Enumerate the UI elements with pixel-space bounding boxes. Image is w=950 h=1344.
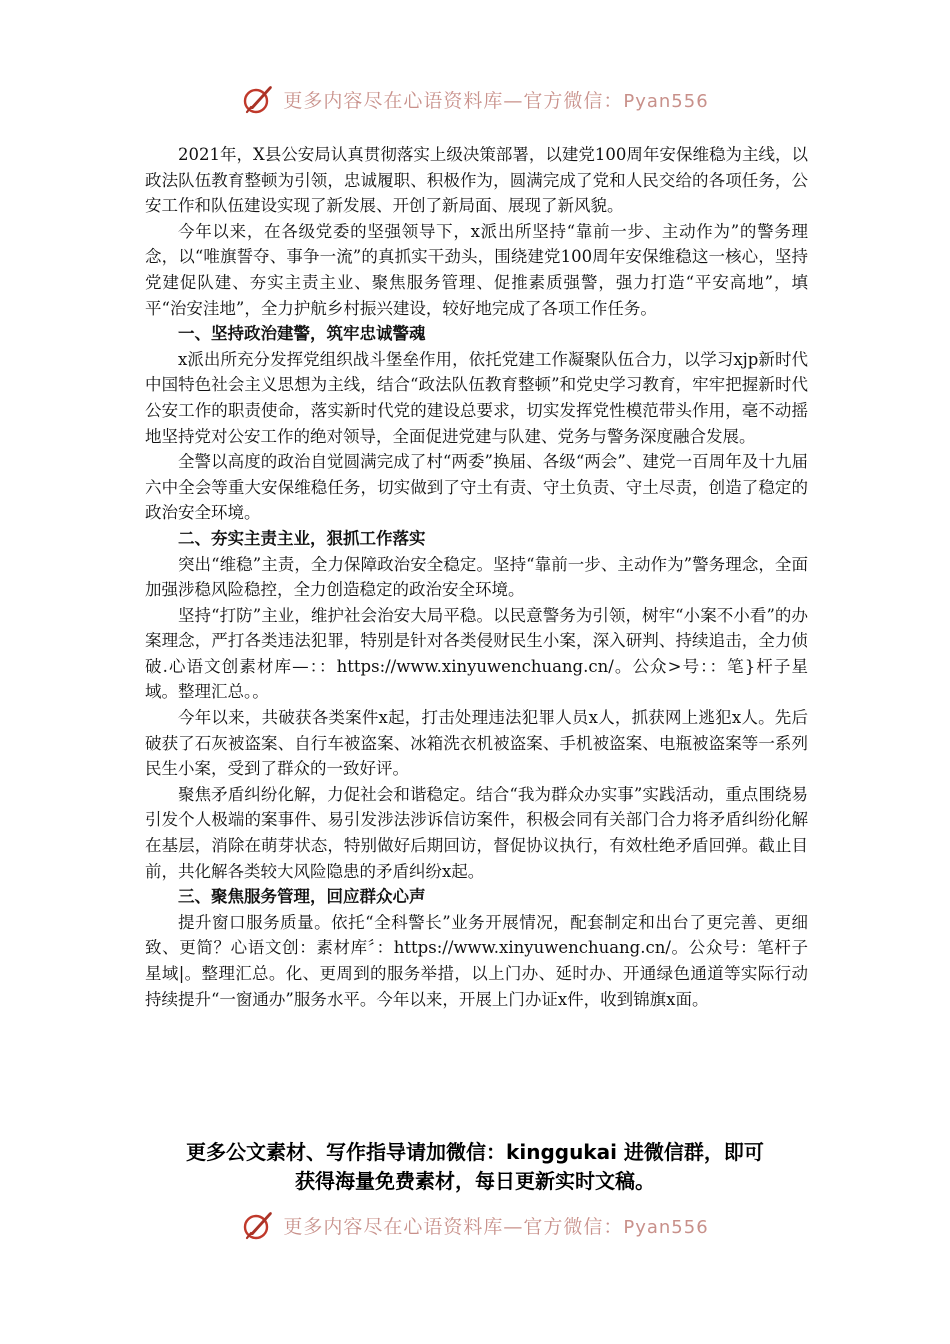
paragraph: 全警以高度的政治自觉圆满完成了村“两委”换届、各级“两会”、建党一百周年及十九届六中全会等重大安保维稳任务，切实做到了守土有责、守土负责、守土尽责，创造了稳定的政治安全环境。 — [145, 452, 808, 523]
paragraph: 今年以来，共破获各类案件x起，打击处理违法犯罪人员x人，抓获网上逃犯x人。先后破获了石灰被盗案、自行车被盗案、冰箱洗衣机被盗案、手机被盗案、电瓶被盗案等一系列民生小案，受到了群众的一致好评。 — [145, 708, 808, 779]
paragraph-intro: 2021年，X县公安局认真贯彻落实上级决策部署，以建党100周年安保维稳为主线，以政法队伍教育整顿为引领，忠诚履职、积极作为，圆满完成了党和人民交给的各项任务，公安工作和队伍建设实现了新发展、开创了新局面、展现了新风貌。 — [145, 145, 808, 216]
promo-line-1: 更多公文素材、写作指导请加微信：kinggukai 进微信群，即可 — [186, 1140, 764, 1164]
quill-pen-icon — [241, 1208, 275, 1242]
paragraph: 突出“维稳”主责，全力保障政治安全稳定。坚持“靠前一步、主动作为”警务理念，全面加强涉稳风险稳控，全力创造稳定的政治安全环境。 — [145, 554, 808, 600]
section-heading-2: 二、夯实主责主业，狠抓工作落实 — [178, 528, 426, 548]
wechat-id: Pyan556 — [623, 90, 709, 112]
footer-banner — [0, 1208, 950, 1242]
promo-notice — [120, 1138, 830, 1196]
banner-text: 更多内容尽在心语资料库—官方微信：Pyan556 — [283, 89, 709, 112]
paragraph: x派出所充分发挥党组织战斗堡垒作用，依托党建工作凝聚队伍合力，以学习xjp新时代中国特色社会主义思想为主线，结合“政法队伍教育整顿”和党史学习教育，牢牢把握新时代公安工作的职责使命，落实新时代党的建设总要求，切实发挥党性模范带头作用，毫不动摇地坚持党对公安工作的绝对领导，全面促进党建与队建、党务与警务深度融合发展。 — [145, 349, 808, 446]
promo-line-2: 获得海量免费素材，每日更新实时文稿。 — [295, 1169, 655, 1193]
section-heading-3: 三、聚焦服务管理，回应群众心声 — [178, 887, 426, 907]
document-body — [145, 142, 808, 1012]
paragraph: 提升窗口服务质量。依托“全科警长”业务开展情况，配套制定和出台了更完善、更细致、更简？心语文创：素材库〞：https://www.xinyuwenchuang.cn/。公众号：笔杆子星域|。整理汇总。化、更周到的服务举措，以上门办、延时办、开通绿色通道等实际行动持续提升“一窗通办”服务水平。今年以来，开展上门办证x件，收到锦旗x面。 — [145, 912, 808, 1009]
paragraph: 今年以来，在各级党委的坚强领导下，x派出所坚持“靠前一步、主动作为”的警务理念，以“唯旗誓夺、事争一流”的真抓实干劲头，围绕建党100周年安保维稳这一核心，坚持党建促队建、夯实主责主业、聚焦服务管理、促推素质强警，强力打造“平安高地”，填平“治安洼地”，全力护航乡村振兴建设，较好地完成了各项工作任务。 — [145, 221, 808, 318]
section-heading-1: 一、坚持政治建警，筑牢忠诚警魂 — [178, 324, 426, 344]
wechat-id: Pyan556 — [623, 1216, 709, 1238]
header-banner — [0, 82, 950, 116]
banner-text: 更多内容尽在心语资料库—官方微信：Pyan556 — [283, 1215, 709, 1238]
quill-pen-icon — [241, 82, 275, 116]
paragraph: 聚焦矛盾纠纷化解，力促社会和谐稳定。结合“我为群众办实事”实践活动，重点围绕易引发个人极端的案事件、易引发涉法涉诉信访案件，积极会同有关部门合力将矛盾纠纷化解在基层，消除在萌芽状态，特别做好后期回访，督促协议执行，有效杜绝矛盾回弹。截止目前，共化解各类较大风险隐患的矛盾纠纷x起。 — [145, 784, 808, 881]
paragraph: 坚持“打防”主业，维护社会治安大局平稳。以民意警务为引领，树牢“小案不小看”的办案理念，严打各类违法犯罪，特别是针对各类侵财民生小案，深入研判、持续追击，全力侦破.心语文创素材库—：：https://www.xinyuwenchuang.cn/。公众>号：：笔}杆子星域。整理汇总。。 — [145, 605, 808, 702]
